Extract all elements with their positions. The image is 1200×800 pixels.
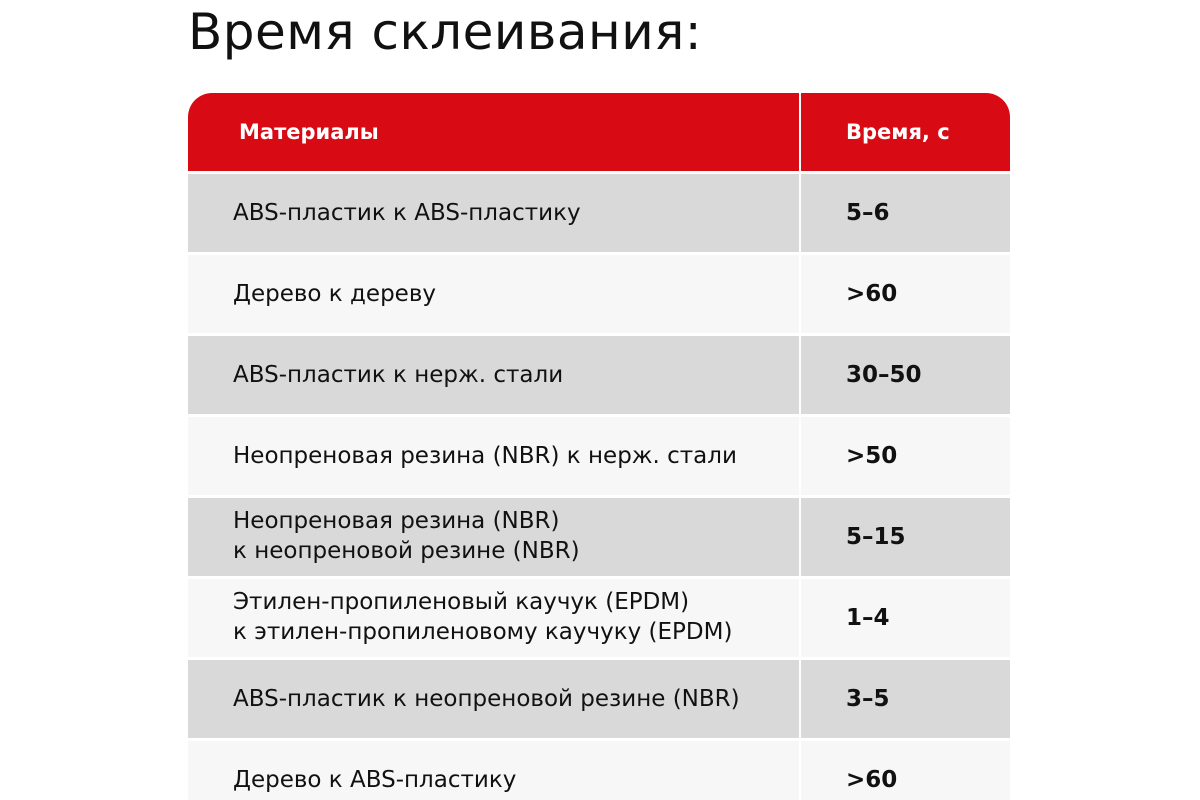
row-material: [188, 579, 801, 660]
row-time: 5–15: [801, 498, 1010, 579]
row-time: 5–6: [801, 174, 1010, 255]
row-time: >60: [801, 741, 1010, 800]
row-material: [188, 498, 801, 579]
material-line: ABS-пластик к неопреновой резине (NBR): [233, 686, 740, 712]
material-line: Неопреновая резина (NBR) к нерж. стали: [233, 443, 737, 469]
row-material: [188, 174, 801, 255]
row-time: 30–50: [801, 336, 1010, 417]
header-time: Время, с: [801, 93, 1010, 174]
page-title: Время склеивания:: [188, 3, 703, 61]
material-line: к этилен-пропиленовому каучуку (EPDM): [233, 619, 733, 645]
material-line: ABS-пластик к нерж. стали: [233, 362, 564, 388]
material-line: Неопреновая резина (NBR): [233, 508, 560, 534]
row-material: [188, 417, 801, 498]
material-line: ABS-пластик к ABS-пластику: [233, 200, 581, 226]
header-materials: Материалы: [188, 93, 801, 174]
material-line: к неопреновой резине (NBR): [233, 538, 580, 564]
material-line: Дерево к дереву: [233, 281, 436, 307]
bonding-time-table: [188, 93, 1010, 800]
row-material: [188, 741, 801, 800]
row-time: 3–5: [801, 660, 1010, 741]
row-time: >50: [801, 417, 1010, 498]
row-material: [188, 255, 801, 336]
material-line: Этилен-пропиленовый каучук (EPDM): [233, 589, 690, 615]
row-time: >60: [801, 255, 1010, 336]
row-material: [188, 660, 801, 741]
material-line: Дерево к ABS-пластику: [233, 767, 517, 793]
row-time: 1–4: [801, 579, 1010, 660]
row-material: [188, 336, 801, 417]
